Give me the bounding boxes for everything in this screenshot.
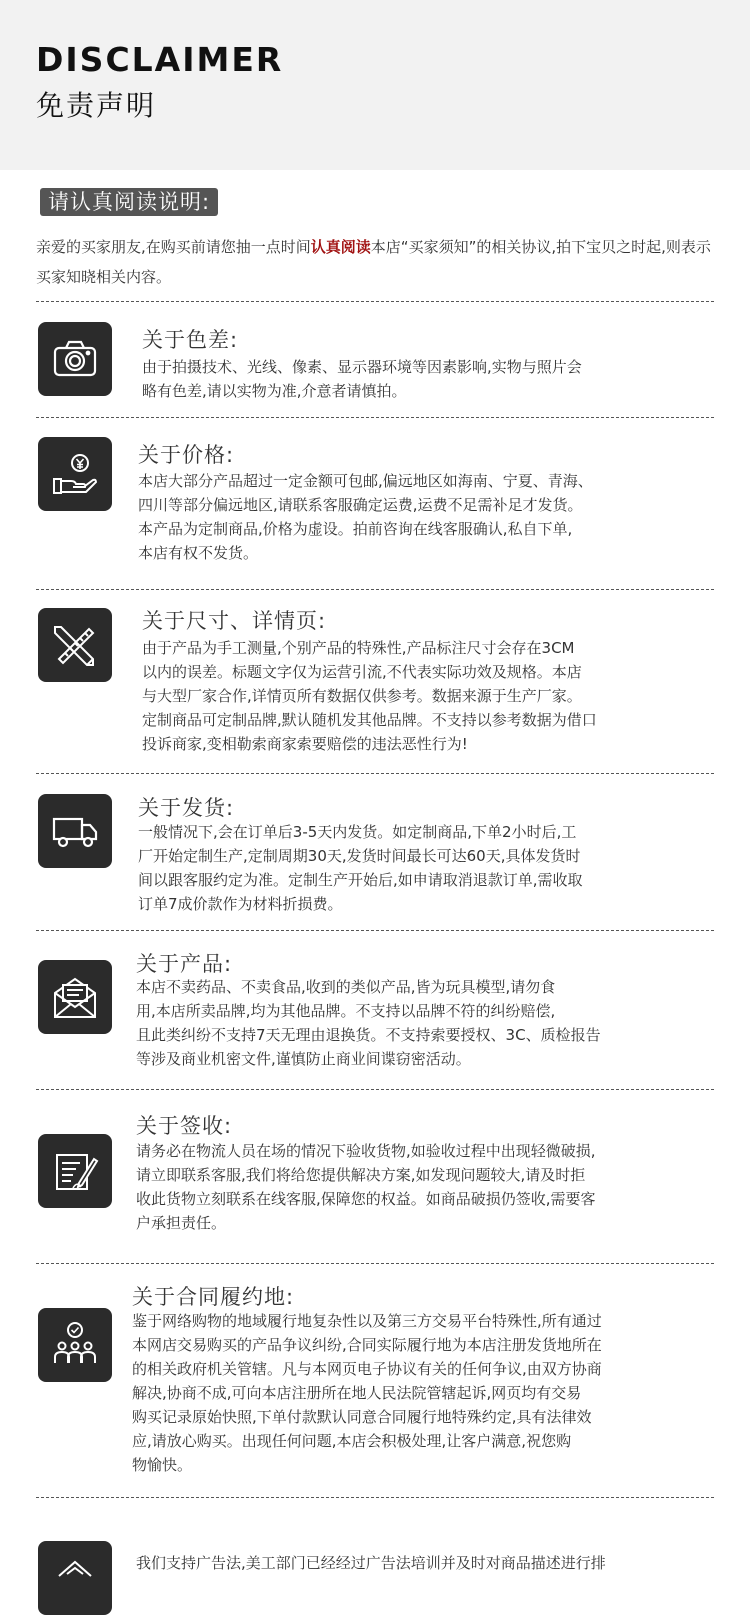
- truck-icon: [38, 794, 112, 868]
- divider: [36, 589, 714, 590]
- section-title-color: 关于色差:: [142, 328, 239, 352]
- divider: [36, 301, 714, 302]
- advert-icon: [38, 1541, 112, 1615]
- section-body-shipping: 一般情况下,会在订单后3-5天内发货。如定制商品,下单2小时后,工 厂开始定制生产,定制周期30天,发货时间最长可达60天,具体发货时 间以跟客服约定为准。定制生产开始后,如申请取消退款订单,需收取 订单7成价款作为材料折损费。: [138, 823, 583, 913]
- disclaimer-title-en: DISCLAIMER: [36, 40, 284, 79]
- section-body-color: 由于拍摄技术、光线、像素、显示器环境等因素影响,实物与照片会 略有色差,请以实物为准,介意者请慎拍。: [142, 358, 582, 400]
- divider: [36, 1497, 714, 1498]
- section-title-shipping: 关于发货:: [138, 796, 235, 820]
- intro-text-before: 亲爱的买家朋友,在购买前请您抽一点时间: [36, 238, 311, 256]
- section-title-contract: 关于合同履约地:: [132, 1285, 295, 1309]
- disclaimer-title-cn: 免责声明: [36, 89, 157, 122]
- divider: [36, 1089, 714, 1090]
- header-band: [0, 0, 750, 170]
- intro-text-after: 本店“买家须知”的相关协议,拍下宝贝之时起,则表示买家知晓相关内容。: [36, 238, 711, 286]
- section-body-contract: 鉴于网络购物的地域履行地复杂性以及第三方交易平台特殊性,所有通过 本网店交易购买的产品争议纠纷,合同实际履行地为本店注册发货地所在 的相关政府机关管辖。凡与本网页电子协议有关的任何争议,由双方协商 解决,协商不成,可向本店注册所在地人民法院管辖起诉,网页均有交易 购买记录原始快照,下单付款默认同意合同履行地特殊约定,具有法律效 应,请放心购买。出现任何问题,本店会积极处理,让客户满意,祝您购 物愉快。: [132, 1312, 602, 1474]
- section-title-product: 关于产品:: [136, 952, 233, 976]
- read-carefully-badge: 请认真阅读说明:: [40, 188, 218, 216]
- section-body-price: 本店大部分产品超过一定金额可包邮,偏远地区如海南、宁夏、青海、 四川等部分偏远地区,请联系客服确定运费,运费不足需补足才发货。 本产品为定制商品,价格为虚设。拍前咨询在线客服确认,私自下单, 本店有权不发货。: [138, 472, 593, 562]
- section-body-size: 由于产品为手工测量,个别产品的特殊性,产品标注尺寸会存在3CM 以内的误差。标题文字仅为运营引流,不代表实际功效及规格。本店 与大型厂家合作,详情页所有数据仅供参考。数据来源于生产厂家。 定制商品可定制品牌,默认随机发其他品牌。不支持以参考数据为借口 投诉商家,变相勒索商家索要赔偿的违法恶性行为!: [142, 639, 597, 753]
- divider: [36, 930, 714, 931]
- section-title-price: 关于价格:: [138, 443, 235, 467]
- group-people-icon: [38, 1308, 112, 1382]
- ruler-pencil-icon: [38, 608, 112, 682]
- section-body-advert: 我们支持广告法,美工部门已经经过广告法培训并及时对商品描述进行排: [136, 1554, 606, 1572]
- section-title-size: 关于尺寸、详情页:: [142, 609, 327, 633]
- intro-highlight: 认真阅读: [310, 238, 371, 256]
- section-body-receipt: 请务必在物流人员在场的情况下验收货物,如验收过程中出现轻微破损, 请立即联系客服,我们将给您提供解决方案,如发现问题较大,请及时拒 收此货物立刻联系在线客服,保障您的权益。如商品破损仍签收,需要客 户承担责任。: [136, 1142, 596, 1232]
- divider: [36, 417, 714, 418]
- price-hand-icon: [38, 437, 112, 511]
- divider: [36, 773, 714, 774]
- divider: [36, 1263, 714, 1264]
- envelope-icon: [38, 960, 112, 1034]
- camera-icon: [38, 322, 112, 396]
- intro-paragraph: [36, 232, 716, 292]
- section-title-receipt: 关于签收:: [136, 1114, 233, 1138]
- sign-form-icon: [38, 1134, 112, 1208]
- section-body-product: 本店不卖药品、不卖食品,收到的类似产品,皆为玩具模型,请勿食 用,本店所卖品牌,均为其他品牌。不支持以品牌不符的纠纷赔偿, 且此类纠纷不支持7天无理由退换货。不支持索要授权、3C、质检报告 等涉及商业机密文件,谨慎防止商业间谍窃密活动。: [136, 978, 601, 1068]
